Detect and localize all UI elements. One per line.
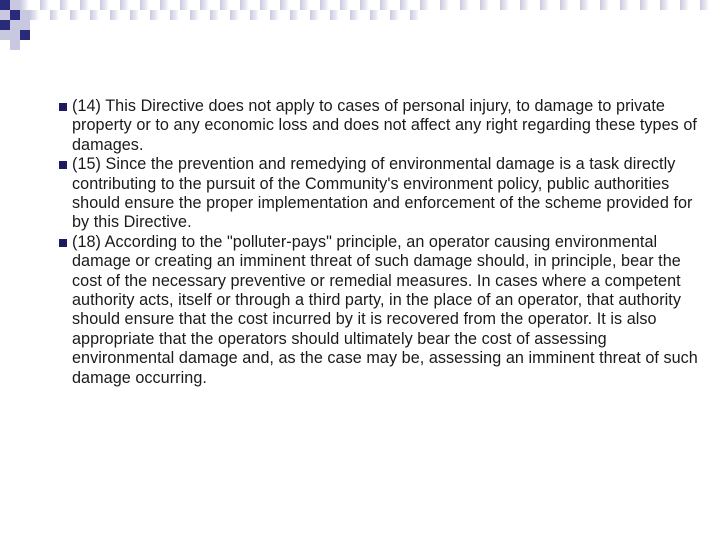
square-bullet-icon xyxy=(58,239,72,247)
square-bullet-icon xyxy=(58,103,72,111)
bullet-list xyxy=(58,97,698,388)
bullet-item xyxy=(58,155,698,233)
square-bullet-icon xyxy=(58,161,72,169)
bullet-text: (14) This Directive does not apply to cases of personal injury, to damage to private property or to any economic loss and does not affect any right regarding these types of damages. xyxy=(72,97,697,154)
bullet-item xyxy=(58,233,698,388)
bullet-text: (15) Since the prevention and remedying of environmental damage is a task directly contributing to the pursuit of the Community's environment policy, public authorities should ensure the proper implementation and enforcement of the scheme provided for by this Directive. xyxy=(72,155,693,232)
bullet-item xyxy=(58,97,698,155)
bullet-text: (18) According to the "polluter-pays" principle, an operator causing environmental damage or creating an imminent threat of such damage should, in principle, bear the cost of the necessary preventive or remedial measures. In cases where a competent authority acts, itself or through a third party, in the place of an operator, that authority should ensure that the cost incurred by it is recovered from the operator. It is also appropriate that the operators should ultimately bear the cost of assessing environmental damage and, as the case may be, assessing an imminent threat of such damage occurring. xyxy=(72,232,698,387)
checkered-corner-decoration xyxy=(0,0,720,50)
